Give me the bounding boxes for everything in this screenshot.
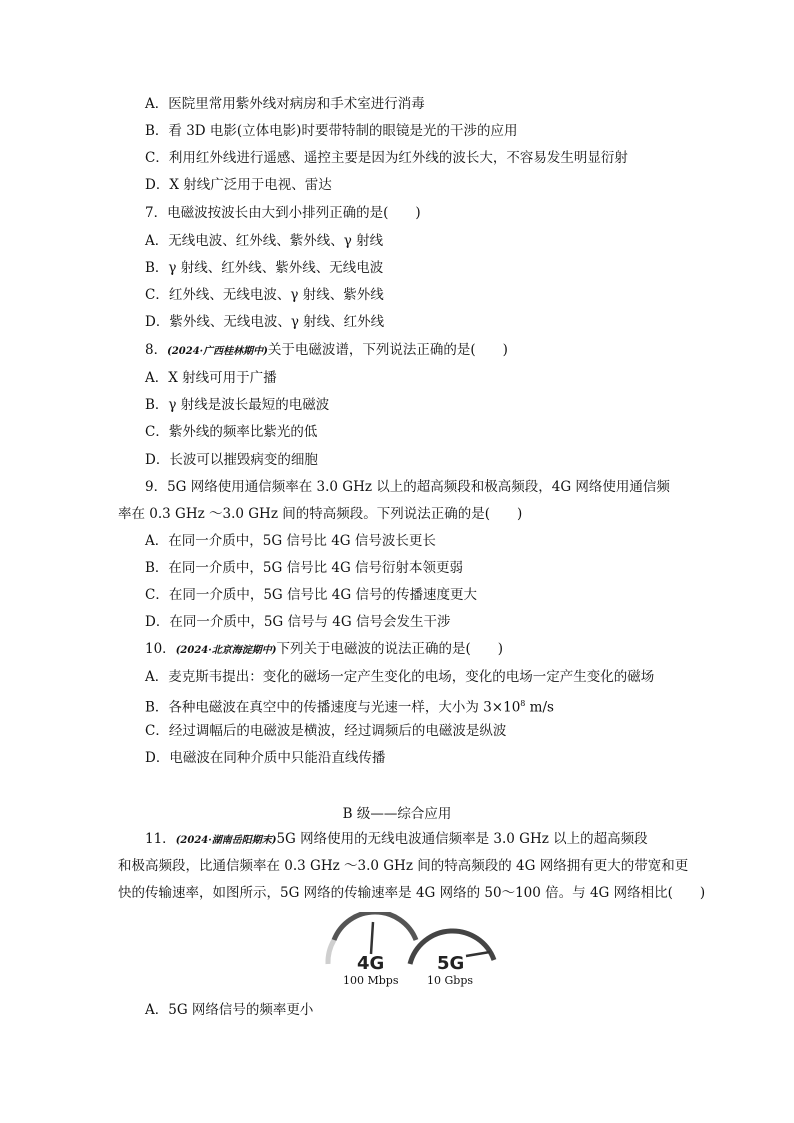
q9-option-b: B．在同一介质中，5G 信号比 4G 信号衍射本领更弱 bbox=[145, 560, 464, 576]
q10-stem-text: 下列关于电磁波的说法正确的是( ) bbox=[276, 641, 504, 657]
q8-option-a: A．X 射线可用于广播 bbox=[145, 370, 277, 386]
q10-option-b bbox=[145, 695, 554, 717]
q8-source: (2024·广西桂林期中) bbox=[167, 346, 268, 357]
q10-option-b-unit: m/s bbox=[525, 699, 554, 716]
q9-option-d: D．在同一介质中，5G 信号与 4G 信号会发生干涉 bbox=[145, 614, 451, 630]
section-b-title: B 级——综合应用 bbox=[342, 806, 452, 822]
q6-option-a: A．医院里常用紫外线对病房和手术室进行消毒 bbox=[145, 96, 425, 112]
q10-option-b-text: B．各种电磁波在真空中的传播速度与光速一样，大小为 3×10 bbox=[145, 699, 521, 716]
q6-option-b: B．看 3D 电影(立体电影)时要带特制的眼镜是光的干涉的应用 bbox=[145, 123, 518, 139]
q10-number: 10． bbox=[145, 641, 176, 657]
q7-stem: 7．电磁波按波长由大到小排列正确的是( ) bbox=[145, 205, 421, 221]
q8-option-d: D．长波可以摧毁病变的细胞 bbox=[145, 452, 318, 468]
q11-line1-text: 5G 网络使用的无线电波通信频率是 3.0 GHz 以上的超高频段 bbox=[276, 831, 648, 847]
q8-stem-text: 关于电磁波谱，下列说法正确的是( ) bbox=[267, 342, 508, 358]
q11-source: (2024·湖南岳阳期末) bbox=[175, 835, 277, 846]
q7-option-a: A．无线电波、红外线、紫外线、γ 射线 bbox=[145, 233, 384, 249]
q11-stem-line3: 快的传输速率，如图所示，5G 网络的传输速率是 4G 网络的 50～100 倍。与 4G 网络相比( ) bbox=[118, 885, 706, 901]
q11-number: 11． bbox=[145, 831, 176, 847]
gauge-5g-needle bbox=[466, 952, 490, 956]
q10-stem bbox=[145, 640, 503, 660]
q8-option-c: C．紫外线的频率比紫光的低 bbox=[145, 424, 318, 440]
gauge-5g-speed: 10 Gbps bbox=[427, 974, 474, 987]
q9-stem-line1: 9．5G 网络使用通信频率在 3.0 GHz 以上的超高频段和极高频段，4G 网络使用通信频 bbox=[145, 479, 670, 495]
q9-option-a: A．在同一介质中，5G 信号比 4G 信号波长更长 bbox=[145, 533, 436, 549]
gauge-4g-speed: 100 Mbps bbox=[343, 974, 399, 987]
q11-stem-line2: 和极高频段，比通信频率在 0.3 GHz ～3.0 GHz 间的特高频段的 4G 网络拥有更大的带宽和更 bbox=[118, 858, 689, 874]
q7-option-c: C．红外线、无线电波、γ 射线、紫外线 bbox=[145, 287, 384, 303]
q9-option-c: C．在同一介质中，5G 信号比 4G 信号的传播速度更大 bbox=[145, 587, 477, 603]
q10-option-a: A．麦克斯韦提出：变化的磁场一定产生变化的电场，变化的电场一定产生变化的磁场 bbox=[145, 669, 655, 685]
q11-option-a: A．5G 网络信号的频率更小 bbox=[145, 1002, 314, 1018]
q11-stem-line1 bbox=[145, 830, 648, 850]
q8-number: 8． bbox=[145, 342, 168, 358]
q10-option-d: D．电磁波在同种介质中只能沿直线传播 bbox=[145, 750, 386, 766]
q10-option-c: C．经过调幅后的电磁波是横波，经过调频后的电磁波是纵波 bbox=[145, 723, 507, 739]
q9-stem-line2: 率在 0.3 GHz ～3.0 GHz 间的特高频段。下列说法正确的是( ) bbox=[118, 506, 523, 522]
q7-option-d: D．紫外线、无线电波、γ 射线、红外线 bbox=[145, 314, 385, 330]
q10-source: (2024·北京海淀期中) bbox=[175, 645, 277, 656]
q10-option-b-exponent: 8 bbox=[520, 699, 526, 708]
gauge-4g-needle bbox=[371, 922, 373, 954]
q6-option-c: C．利用红外线进行遥感、遥控主要是因为红外线的波长大，不容易发生明显衍射 bbox=[145, 150, 628, 166]
q6-option-d: D．X 射线广泛用于电视、雷达 bbox=[145, 177, 332, 193]
gauge-5g-label: 5G bbox=[437, 953, 465, 974]
q7-option-b: B．γ 射线、红外线、紫外线、无线电波 bbox=[145, 260, 384, 276]
q8-option-b: B．γ 射线是波长最短的电磁波 bbox=[145, 397, 330, 413]
gauge-4g-label: 4G bbox=[357, 953, 385, 974]
q8-stem bbox=[145, 341, 508, 361]
